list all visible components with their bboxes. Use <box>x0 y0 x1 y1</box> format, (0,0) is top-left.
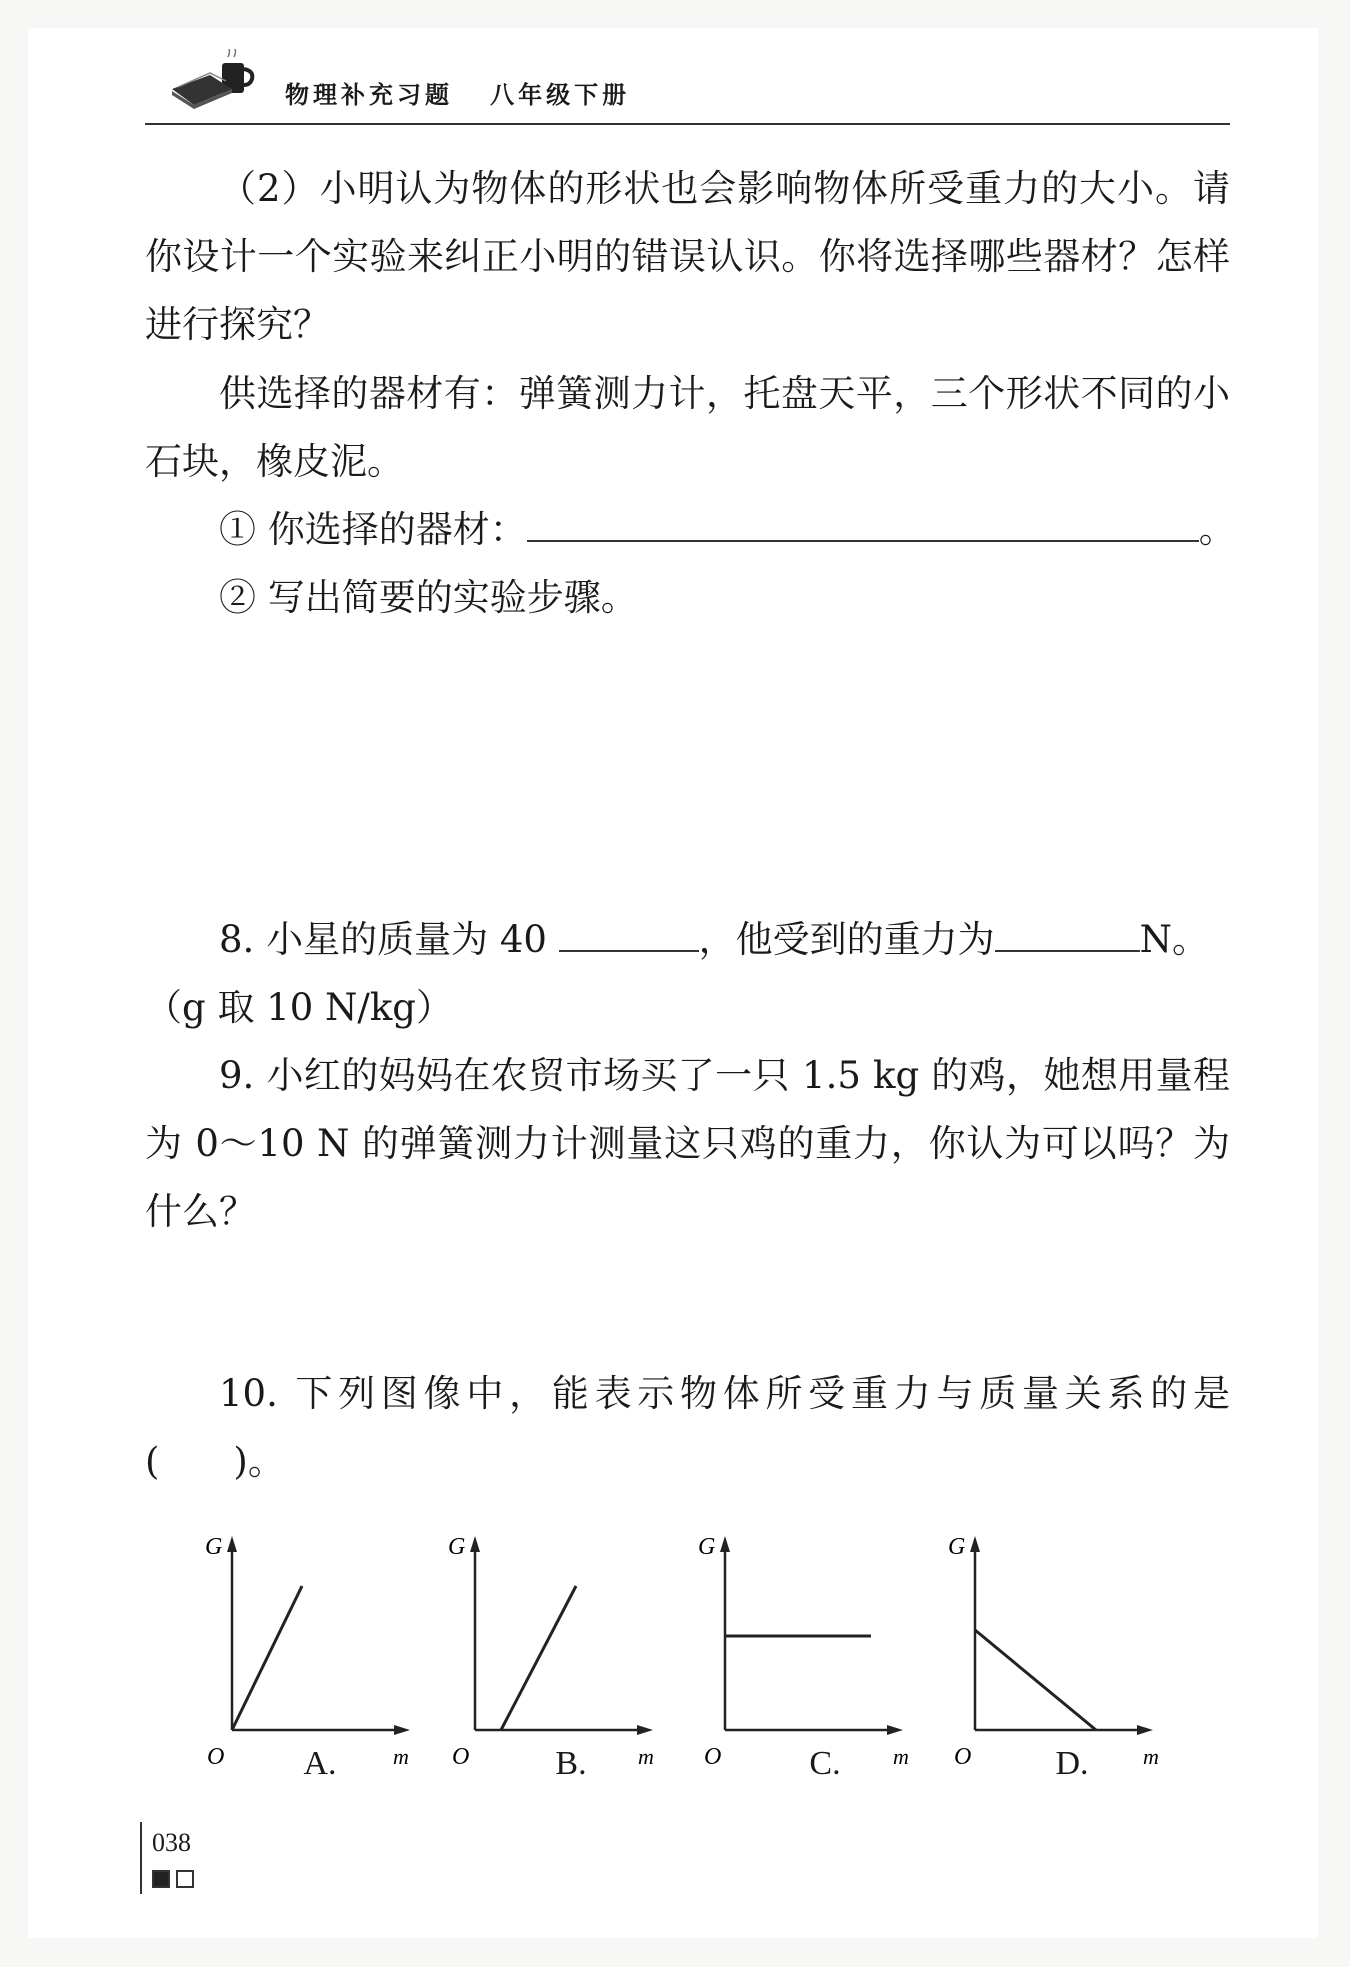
q10-paragraph: 10. 下列图像中，能表示物体所受重力与质量关系的是( )。 <box>145 1372 1230 1483</box>
y-axis-arrow <box>227 1536 237 1552</box>
y-axis-label: G <box>448 1534 466 1560</box>
y-axis-label: G <box>698 1534 716 1560</box>
filled-square-icon <box>152 1870 170 1888</box>
origin-label: O <box>207 1744 225 1770</box>
y-axis-label: G <box>205 1534 223 1560</box>
origin-label: O <box>954 1744 972 1770</box>
q8-part1: 8. 小星的质量为 40 <box>219 918 547 961</box>
answer-blank-materials[interactable] <box>527 504 1199 542</box>
x-axis-label: m <box>393 1744 409 1769</box>
x-axis-arrow <box>394 1725 410 1735</box>
x-axis-arrow <box>637 1725 653 1735</box>
series-line-a <box>232 1586 302 1730</box>
q7-part2-paragraph: （2）小明认为物体的形状也会影响物体所受重力的大小。请你设计一个实验来纠正小明的错误认识。你将选择哪些器材？怎样进行探究？ <box>145 167 1230 346</box>
series-line-d <box>975 1630 1096 1730</box>
q7-item1 <box>219 496 1236 564</box>
y-axis-arrow <box>470 1536 480 1552</box>
q8-line2: （g 取 10 N/kg） <box>145 986 453 1029</box>
origin-label: O <box>704 1744 722 1770</box>
y-axis-arrow <box>970 1536 980 1552</box>
q7-item1-end: 。 <box>1198 508 1236 551</box>
choice-label-a[interactable]: A. <box>303 1745 337 1782</box>
x-axis-label: m <box>1143 1744 1159 1769</box>
q8-line1 <box>219 906 1209 974</box>
x-axis-label: m <box>893 1744 909 1769</box>
answer-blank-unit[interactable] <box>559 914 699 952</box>
books-and-mug-icon <box>170 49 260 113</box>
answer-blank-gravity[interactable] <box>995 914 1140 952</box>
choice-label-b[interactable]: B. <box>555 1745 587 1782</box>
header-title: 物理补充习题 八年级下册 <box>285 81 631 109</box>
q8-part3: N。 <box>1139 918 1210 961</box>
q8-part2: ，他受到的重力为 <box>698 918 995 961</box>
q7-item2: ② 写出简要的实验步骤。 <box>219 576 638 619</box>
x-axis-label: m <box>638 1744 654 1769</box>
q7-materials-paragraph: 供选择的器材有：弹簧测力计，托盘天平，三个形状不同的小石块，橡皮泥。 <box>145 372 1230 483</box>
q9-paragraph: 9. 小红的妈妈在农贸市场买了一只 1.5 kg 的鸡，她想用量程为 0～10 N 的弹簧测力计测量这只鸡的重力，你认为可以吗？为什么？ <box>145 1054 1230 1233</box>
origin-label: O <box>452 1744 470 1770</box>
page-header <box>145 45 1230 125</box>
x-axis-arrow <box>1137 1725 1153 1735</box>
y-axis-label: G <box>948 1534 966 1560</box>
footer-divider <box>140 1822 142 1894</box>
page-number: 038 <box>152 1828 191 1857</box>
series-line-b <box>501 1586 576 1730</box>
choice-label-d[interactable]: D. <box>1055 1745 1089 1782</box>
empty-square-icon <box>176 1870 194 1888</box>
x-axis-arrow <box>887 1725 903 1735</box>
y-axis-arrow <box>720 1536 730 1552</box>
choice-label-c[interactable]: C. <box>809 1745 841 1782</box>
q7-item1-label: ① 你选择的器材： <box>219 508 527 551</box>
